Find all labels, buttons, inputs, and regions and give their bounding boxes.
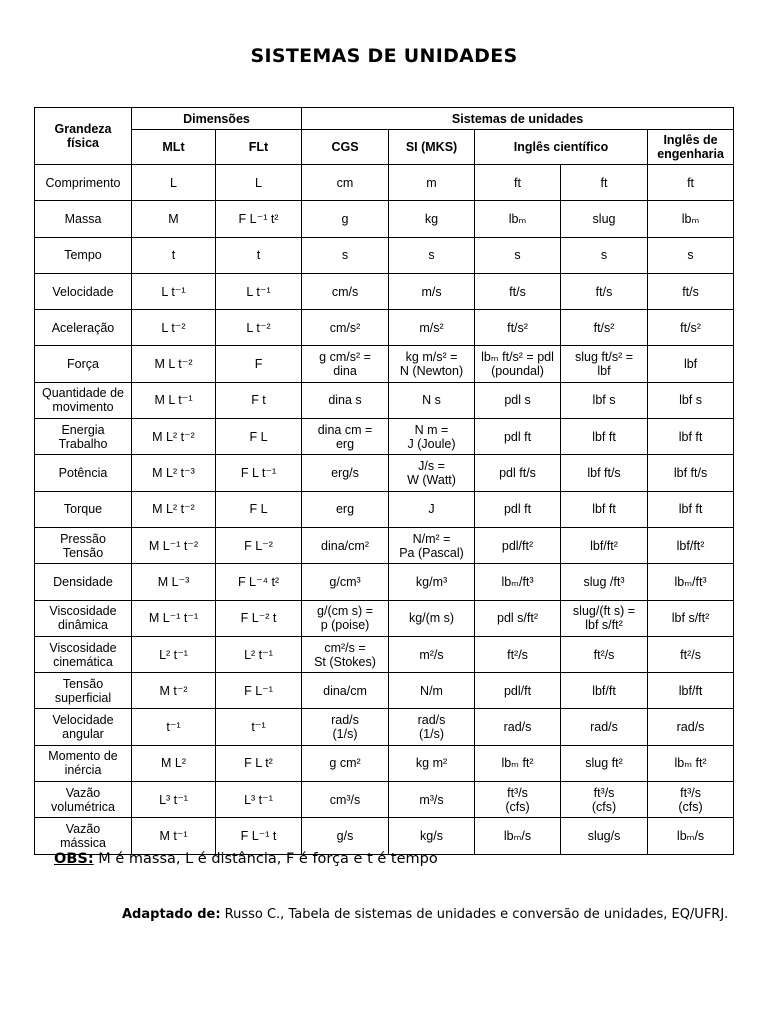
table-row xyxy=(35,527,734,563)
cell-ingles-engenharia: lbf ft xyxy=(648,419,734,455)
cell-grandeza: Comprimento xyxy=(35,165,132,201)
cell-ingles-engenharia: ft xyxy=(648,165,734,201)
cell-ingles-engenharia: lbf/ft xyxy=(648,673,734,709)
cell-si: kg m² xyxy=(389,745,475,781)
cell-ingles-cientifico-2: slug ft/s² = lbf xyxy=(561,346,648,382)
credit-text: Russo C., Tabela de sistemas de unidades e conversão de unidades, EQ/UFRJ. xyxy=(220,907,729,922)
cell-mlt: M L⁻¹ t⁻² xyxy=(132,527,216,563)
cell-cgs: g/(cm s) = p (poise) xyxy=(302,600,389,636)
cell-cgs: cm³/s xyxy=(302,782,389,818)
cell-cgs: rad/s (1/s) xyxy=(302,709,389,745)
cell-grandeza: Vazão mássica xyxy=(35,818,132,854)
cell-grandeza: Velocidade xyxy=(35,273,132,309)
cell-cgs: dina cm = erg xyxy=(302,419,389,455)
cell-flt: F xyxy=(216,346,302,382)
cell-flt: F L⁻⁴ t² xyxy=(216,564,302,600)
cell-si: m/s² xyxy=(389,310,475,346)
table-row xyxy=(35,564,734,600)
cell-cgs: dina s xyxy=(302,382,389,418)
table-row xyxy=(35,382,734,418)
cell-mlt: L² t⁻¹ xyxy=(132,636,216,672)
cell-ingles-engenharia: lbf ft xyxy=(648,491,734,527)
cell-ingles-engenharia: lbₘ ft² xyxy=(648,745,734,781)
cell-si: kg/(m s) xyxy=(389,600,475,636)
cell-flt: F L t⁻¹ xyxy=(216,455,302,491)
cell-ingles-cientifico-1: pdl s/ft² xyxy=(475,600,561,636)
table-row xyxy=(35,419,734,455)
cell-mlt: M L⁻³ xyxy=(132,564,216,600)
cell-ingles-cientifico-1: pdl ft/s xyxy=(475,455,561,491)
cell-ingles-cientifico-2: ft³/s (cfs) xyxy=(561,782,648,818)
cell-cgs: cm/s xyxy=(302,273,389,309)
cell-cgs: cm²/s = St (Stokes) xyxy=(302,636,389,672)
cell-flt: F L xyxy=(216,491,302,527)
table-row xyxy=(35,600,734,636)
cell-cgs: s xyxy=(302,237,389,273)
cell-cgs: g xyxy=(302,201,389,237)
cell-ingles-cientifico-2: slug/(ft s) = lbf s/ft² xyxy=(561,600,648,636)
cell-cgs: g cm/s² = dina xyxy=(302,346,389,382)
header-flt: FLt xyxy=(216,130,302,165)
cell-si: N/m² = Pa (Pascal) xyxy=(389,527,475,563)
cell-cgs: erg/s xyxy=(302,455,389,491)
cell-flt: L t⁻¹ xyxy=(216,273,302,309)
cell-si: m³/s xyxy=(389,782,475,818)
cell-si: s xyxy=(389,237,475,273)
table-row xyxy=(35,273,734,309)
table-row xyxy=(35,237,734,273)
cell-ingles-cientifico-2: ft/s² xyxy=(561,310,648,346)
cell-flt: L² t⁻¹ xyxy=(216,636,302,672)
cell-cgs: g/cm³ xyxy=(302,564,389,600)
cell-si: m xyxy=(389,165,475,201)
cell-mlt: L³ t⁻¹ xyxy=(132,782,216,818)
cell-ingles-cientifico-1: pdl ft xyxy=(475,491,561,527)
cell-ingles-cientifico-2: lbf ft xyxy=(561,419,648,455)
cell-grandeza: Densidade xyxy=(35,564,132,600)
cell-si: N s xyxy=(389,382,475,418)
cell-ingles-cientifico-2: lbf/ft² xyxy=(561,527,648,563)
cell-mlt: L t⁻² xyxy=(132,310,216,346)
table-row xyxy=(35,818,734,854)
cell-ingles-engenharia: ft/s² xyxy=(648,310,734,346)
cell-grandeza: Potência xyxy=(35,455,132,491)
cell-grandeza: Força xyxy=(35,346,132,382)
cell-ingles-engenharia: lbf s xyxy=(648,382,734,418)
cell-flt: F L⁻² t xyxy=(216,600,302,636)
cell-ingles-cientifico-2: slug /ft³ xyxy=(561,564,648,600)
cell-grandeza: Pressão Tensão xyxy=(35,527,132,563)
credit-label: Adaptado de: xyxy=(122,907,221,922)
cell-ingles-cientifico-2: lbf ft xyxy=(561,491,648,527)
header-grandeza: Grandeza física xyxy=(35,108,132,165)
cell-cgs: erg xyxy=(302,491,389,527)
table-row xyxy=(35,709,734,745)
cell-ingles-cientifico-2: ft²/s xyxy=(561,636,648,672)
cell-ingles-cientifico-1: rad/s xyxy=(475,709,561,745)
table-row xyxy=(35,673,734,709)
cell-ingles-engenharia: lbf ft/s xyxy=(648,455,734,491)
table-body xyxy=(35,165,734,855)
cell-mlt: L xyxy=(132,165,216,201)
cell-ingles-cientifico-1: s xyxy=(475,237,561,273)
cell-si: J xyxy=(389,491,475,527)
cell-ingles-cientifico-1: lbₘ/s xyxy=(475,818,561,854)
obs-text: M é massa, L é distância, F é força e t é tempo xyxy=(93,851,438,867)
cell-mlt: M L⁻¹ t⁻¹ xyxy=(132,600,216,636)
cell-flt: t⁻¹ xyxy=(216,709,302,745)
cell-flt: t xyxy=(216,237,302,273)
header-sistemas: Sistemas de unidades xyxy=(302,108,734,130)
cell-grandeza: Vazão volumétrica xyxy=(35,782,132,818)
cell-cgs: g/s xyxy=(302,818,389,854)
cell-si: kg m/s² = N (Newton) xyxy=(389,346,475,382)
cell-ingles-cientifico-2: lbf ft/s xyxy=(561,455,648,491)
header-si: SI (MKS) xyxy=(389,130,475,165)
cell-ingles-cientifico-1: lbₘ ft/s² = pdl (poundal) xyxy=(475,346,561,382)
cell-grandeza: Tempo xyxy=(35,237,132,273)
cell-ingles-cientifico-1: lbₘ xyxy=(475,201,561,237)
cell-ingles-cientifico-1: ft³/s (cfs) xyxy=(475,782,561,818)
cell-ingles-engenharia: lbₘ/ft³ xyxy=(648,564,734,600)
cell-ingles-cientifico-1: ft²/s xyxy=(475,636,561,672)
cell-ingles-cientifico-1: ft/s xyxy=(475,273,561,309)
units-table xyxy=(34,107,734,855)
cell-si: J/s = W (Watt) xyxy=(389,455,475,491)
table-row xyxy=(35,346,734,382)
cell-ingles-cientifico-2: s xyxy=(561,237,648,273)
cell-ingles-cientifico-1: pdl/ft xyxy=(475,673,561,709)
cell-mlt: L t⁻¹ xyxy=(132,273,216,309)
cell-ingles-cientifico-2: ft xyxy=(561,165,648,201)
cell-grandeza: Viscosidade cinemática xyxy=(35,636,132,672)
cell-flt: F L⁻¹ t² xyxy=(216,201,302,237)
cell-si: kg/s xyxy=(389,818,475,854)
cell-flt: L xyxy=(216,165,302,201)
cell-si: rad/s (1/s) xyxy=(389,709,475,745)
cell-grandeza: Torque xyxy=(35,491,132,527)
cell-cgs: cm/s² xyxy=(302,310,389,346)
cell-ingles-engenharia: ft³/s (cfs) xyxy=(648,782,734,818)
cell-flt: F t xyxy=(216,382,302,418)
cell-si: N m = J (Joule) xyxy=(389,419,475,455)
cell-ingles-cientifico-1: pdl/ft² xyxy=(475,527,561,563)
credit-note xyxy=(122,907,728,922)
table-row xyxy=(35,745,734,781)
cell-flt: F L⁻¹ t xyxy=(216,818,302,854)
cell-cgs: cm xyxy=(302,165,389,201)
observation-note xyxy=(54,851,438,867)
header-dimensoes: Dimensões xyxy=(132,108,302,130)
cell-mlt: M t⁻² xyxy=(132,673,216,709)
cell-cgs: g cm² xyxy=(302,745,389,781)
cell-ingles-cientifico-1: lbₘ/ft³ xyxy=(475,564,561,600)
cell-grandeza: Momento de inércia xyxy=(35,745,132,781)
cell-mlt: M xyxy=(132,201,216,237)
cell-grandeza: Tensão superficial xyxy=(35,673,132,709)
cell-ingles-engenharia: rad/s xyxy=(648,709,734,745)
cell-grandeza: Viscosidade dinâmica xyxy=(35,600,132,636)
cell-si: N/m xyxy=(389,673,475,709)
cell-ingles-engenharia: lbₘ xyxy=(648,201,734,237)
cell-ingles-engenharia: lbf/ft² xyxy=(648,527,734,563)
cell-ingles-engenharia: ft²/s xyxy=(648,636,734,672)
cell-si: m/s xyxy=(389,273,475,309)
cell-grandeza: Velocidade angular xyxy=(35,709,132,745)
header-ingles-engenharia: Inglês de engenharia xyxy=(648,130,734,165)
cell-grandeza: Quantidade de movimento xyxy=(35,382,132,418)
cell-flt: L t⁻² xyxy=(216,310,302,346)
cell-flt: F L xyxy=(216,419,302,455)
cell-ingles-engenharia: lbf xyxy=(648,346,734,382)
page-title: SISTEMAS DE UNIDADES xyxy=(250,45,518,67)
cell-mlt: M L t⁻¹ xyxy=(132,382,216,418)
obs-label: OBS: xyxy=(54,851,94,867)
cell-ingles-cientifico-2: ft/s xyxy=(561,273,648,309)
cell-mlt: t⁻¹ xyxy=(132,709,216,745)
cell-flt: F L t² xyxy=(216,745,302,781)
cell-cgs: dina/cm² xyxy=(302,527,389,563)
cell-ingles-cientifico-1: ft xyxy=(475,165,561,201)
header-row-2 xyxy=(35,130,734,165)
cell-mlt: M t⁻¹ xyxy=(132,818,216,854)
cell-ingles-engenharia: s xyxy=(648,237,734,273)
table-row xyxy=(35,165,734,201)
table-row xyxy=(35,491,734,527)
table-row xyxy=(35,455,734,491)
header-ingles-cientifico: Inglês científico xyxy=(475,130,648,165)
cell-ingles-cientifico-1: pdl s xyxy=(475,382,561,418)
table-row xyxy=(35,782,734,818)
cell-si: kg xyxy=(389,201,475,237)
cell-ingles-engenharia: ft/s xyxy=(648,273,734,309)
table-row xyxy=(35,201,734,237)
cell-flt: F L⁻¹ xyxy=(216,673,302,709)
cell-mlt: M L² t⁻³ xyxy=(132,455,216,491)
cell-ingles-cientifico-2: slug xyxy=(561,201,648,237)
header-mlt: MLt xyxy=(132,130,216,165)
cell-mlt: M L² t⁻² xyxy=(132,419,216,455)
cell-si: m²/s xyxy=(389,636,475,672)
cell-cgs: dina/cm xyxy=(302,673,389,709)
cell-mlt: t xyxy=(132,237,216,273)
cell-mlt: M L² t⁻² xyxy=(132,491,216,527)
cell-grandeza: Energia Trabalho xyxy=(35,419,132,455)
cell-flt: F L⁻² xyxy=(216,527,302,563)
cell-si: kg/m³ xyxy=(389,564,475,600)
cell-mlt: M L t⁻² xyxy=(132,346,216,382)
cell-ingles-cientifico-1: ft/s² xyxy=(475,310,561,346)
cell-ingles-engenharia: lbf s/ft² xyxy=(648,600,734,636)
table-row xyxy=(35,310,734,346)
cell-ingles-cientifico-1: lbₘ ft² xyxy=(475,745,561,781)
cell-grandeza: Aceleração xyxy=(35,310,132,346)
cell-flt: L³ t⁻¹ xyxy=(216,782,302,818)
cell-ingles-cientifico-2: slug/s xyxy=(561,818,648,854)
cell-grandeza: Massa xyxy=(35,201,132,237)
header-cgs: CGS xyxy=(302,130,389,165)
cell-ingles-cientifico-2: lbf/ft xyxy=(561,673,648,709)
cell-ingles-cientifico-1: pdl ft xyxy=(475,419,561,455)
cell-ingles-cientifico-2: slug ft² xyxy=(561,745,648,781)
table-row xyxy=(35,636,734,672)
cell-mlt: M L² xyxy=(132,745,216,781)
header-row-1 xyxy=(35,108,734,130)
cell-ingles-cientifico-2: rad/s xyxy=(561,709,648,745)
cell-ingles-cientifico-2: lbf s xyxy=(561,382,648,418)
cell-ingles-engenharia: lbₘ/s xyxy=(648,818,734,854)
